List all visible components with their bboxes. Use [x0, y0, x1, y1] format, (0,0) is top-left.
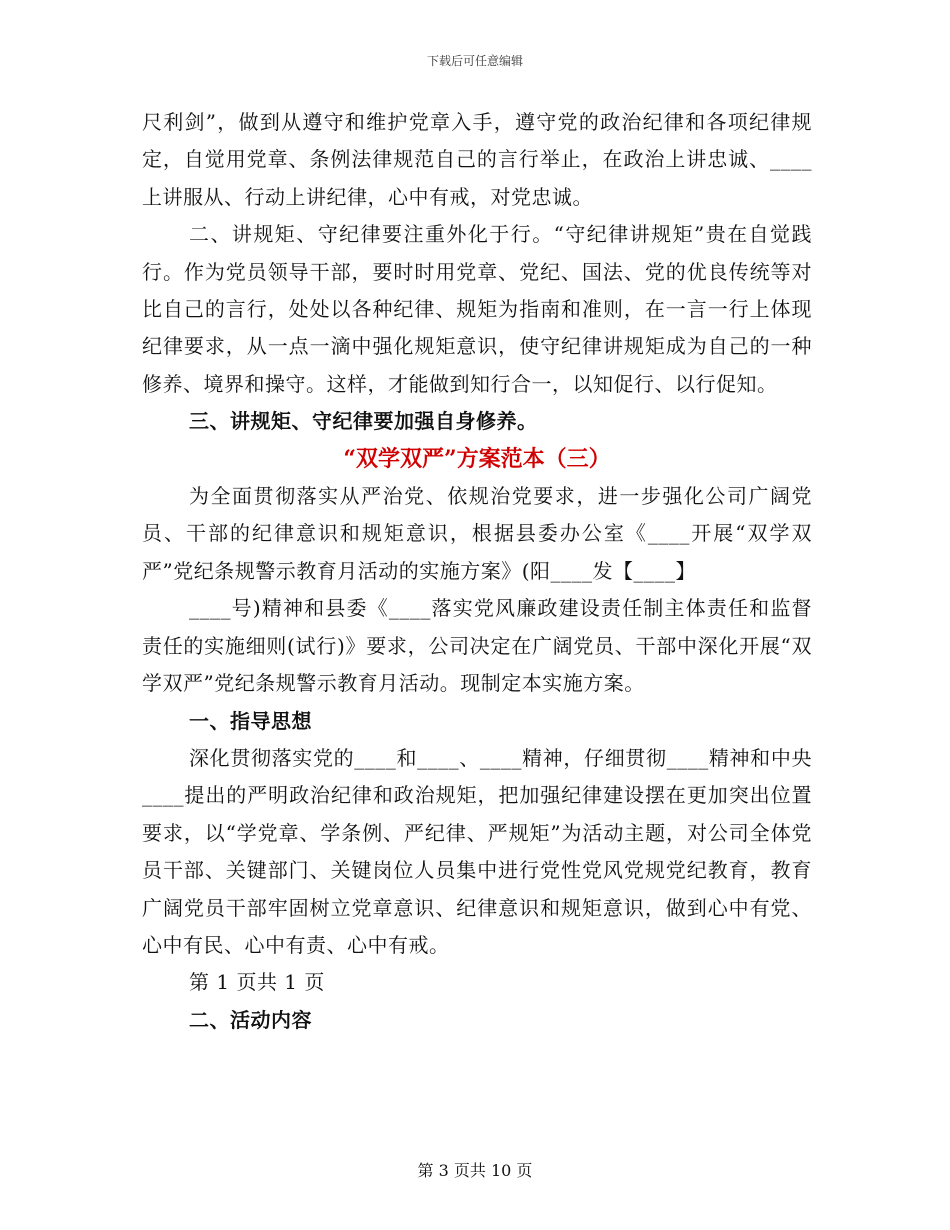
paragraph-4: 为全面贯彻落实从严治党、依规治党要求，进一步强化公司广阔党员、干部的纪律意识和规矩意识，根据县委办公室《____开展“双学双严”党纪条规警示教育月活动的实施方案》(阳____发【____】	[142, 484, 812, 583]
paragraph-5: ____号)精神和县委《____落实党风廉政建设责任制主体责任和监督责任的实施细则(试行)》要求，公司决定在广阔党员、干部中深化开展“双学双严”党纪条规警示教育月活动。现制定本实施方案。	[142, 596, 812, 696]
section-heading-activities: 二、活动内容	[189, 1007, 312, 1032]
document-body	[142, 104, 812, 1039]
paragraph-6: 深化贯彻落实党的____和____、____精神，仔细贯彻____精神和中央____提出的严明政治纪律和政治规矩，把加强纪律建设摆在更加突出位置要求，以“学党章、学条例、严纪律、严规矩”为活动主题，对公司全体党员干部、关键部门、关键岗位人员集中进行党性党风党规党纪教育，教育广阔党员干部牢固树立党章意识、纪律意识和规矩意识，做到心中有党、心中有民、心中有责、心中有戒。	[142, 745, 812, 957]
paragraph-2: 二、讲规矩、守纪律要注重外化于行。“守纪律讲规矩”贵在自觉践行。作为党员领导干部，要时时用党章、党纪、国法、党的优良传统等对比自己的言行，处处以各种纪律、规矩为指南和准则，在一言一行上体现纪律要求，从一点一滴中强化规矩意识，使守纪律讲规矩成为自己的一种修养、境界和操守。这样，才能做到知行合一，以知促行、以行促知。	[142, 222, 812, 396]
section-heading-3: 三、讲规矩、守纪律要加强自身修养。	[189, 409, 538, 434]
page-footer: 第 3 页共 10 页	[417, 1161, 533, 1180]
document-title: “双学双严”方案范本（三）	[343, 445, 611, 472]
paragraph-1: 尺利剑”，做到从遵守和维护党章入手，遵守党的政治纪律和各项纪律规定，自觉用党章、条例法律规范自己的言行举止，在政治上讲忠诚、____上讲服从、行动上讲纪律，心中有戒，对党忠诚。	[142, 110, 812, 209]
page-header: 下载后可任意编辑	[426, 54, 523, 68]
section-heading-guiding: 一、指导思想	[189, 708, 312, 733]
inner-page-number: 第 1 页共 1 页	[189, 970, 325, 995]
